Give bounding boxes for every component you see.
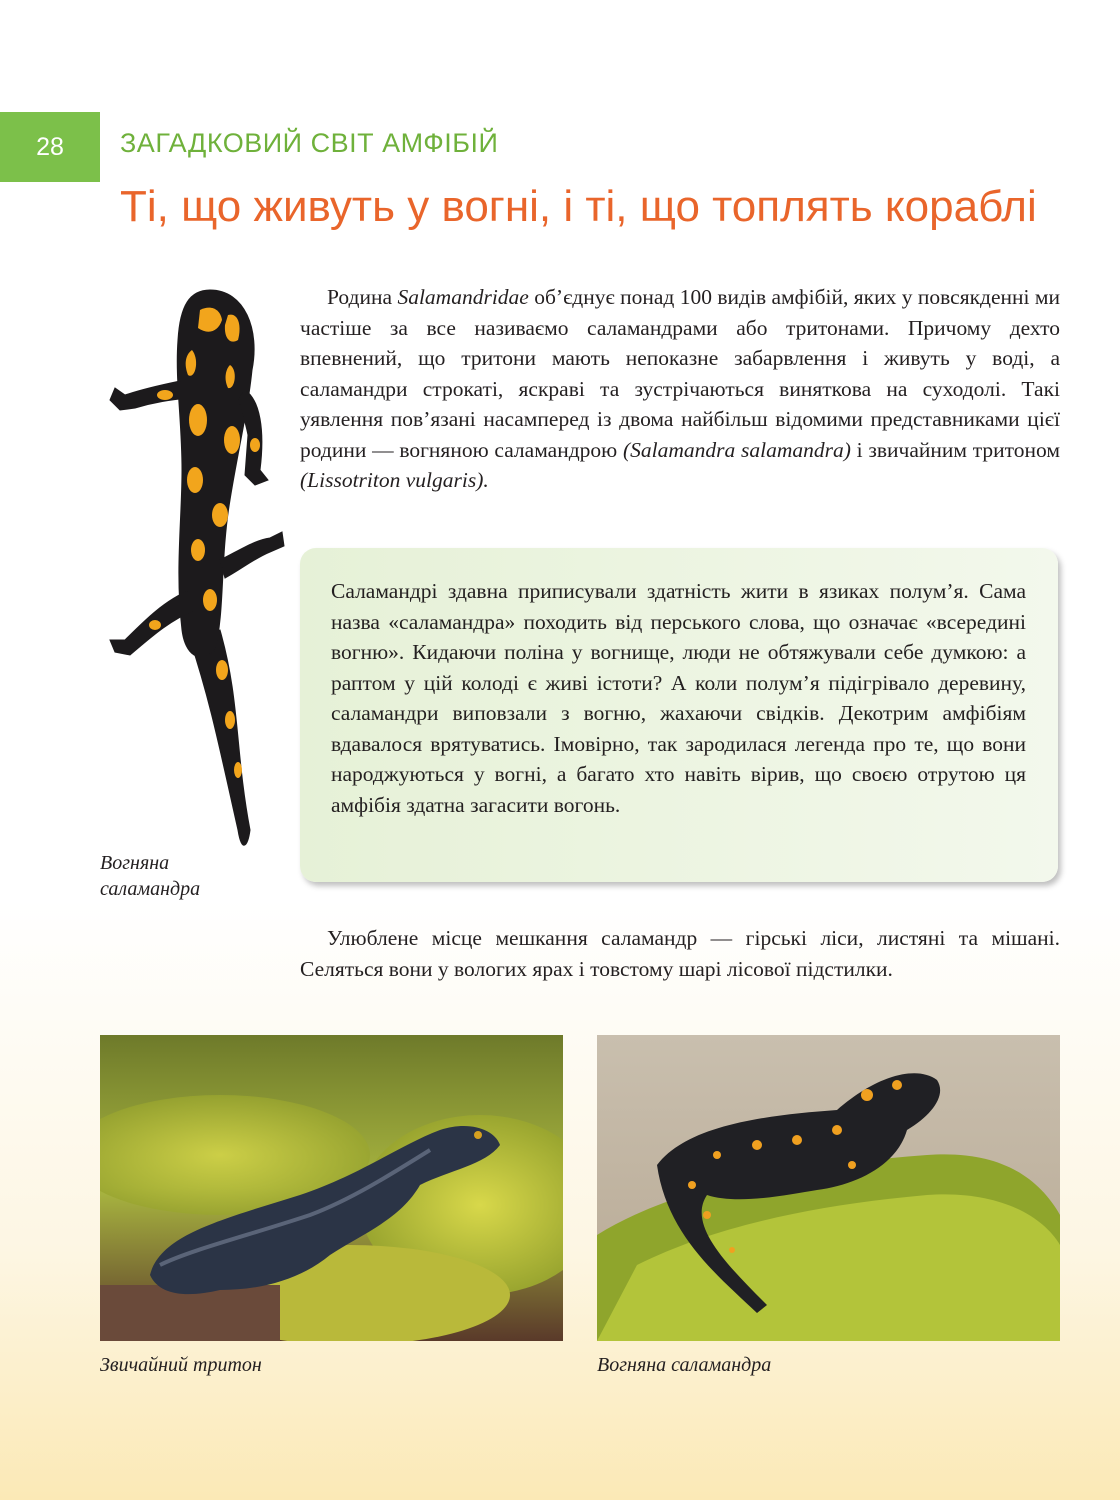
caption-top-salamander: Вогняна саламандра xyxy=(100,852,201,900)
fire-salamander-photo xyxy=(597,1035,1060,1341)
caption-fire-salamander: Вогняна саламандра xyxy=(597,1354,772,1376)
fire-salamander-illustration xyxy=(70,270,290,860)
common-newt-photo xyxy=(100,1035,563,1341)
caption-common-newt: Звичайний тритон xyxy=(100,1354,262,1376)
legend-callout-box xyxy=(300,548,1058,882)
intro-paragraph: Родина Salamandridae об’єднує понад 100 видів амфібій, яких у повсякденні ми частіше за все називаємо саламандрами або тритонами. Причому дехто впевнений, що тритони мають непоказне забарвлення і живуть у воді, а саламандри строкаті, яскраві та зустрічаються виняткова на суходолі. Такі уявлення пов’язані насамперед із двома найбільш відомими представниками цієї родини — вогняною саламандрою (Salamandra salamandra) і звичайним тритоном (Lissotriton vulgaris). xyxy=(300,285,1061,492)
section-title: ЗАГАДКОВИЙ СВІТ АМФІБІЙ xyxy=(120,128,499,158)
page-number: 28 xyxy=(0,112,100,182)
habitat-paragraph: Улюблене місце мешкання саламандр — гірські ліси, листяні та мішані. Селяться вони у вологих ярах і товстому шарі лісової підстилки. xyxy=(300,926,1060,981)
callout-text: Саламандрі здавна приписували здатність жити в язиках полум’я. Сама назва «саламандра» походить від перського слова, що означає «всередині вогню». Кидаючи поліна у вогнище, люди не обтяжували себе думкою: а раптом у цій колоді є живі істоти? А коли полум’я підігрівало деревину, саламандри виповзали з вогню, жахаючи свідків. Декотрим амфібіям вдавалося врятуватись. Імовірно, так зародилася легенда про те, що вони народжуються у вогні, а багато хто навіть вірив, що своєю отрутою ця амфібія здатна загасити вогонь. xyxy=(331,579,1026,817)
page-title: Ті, що живуть у вогні, і ті, що топлять кораблі xyxy=(120,182,1037,231)
